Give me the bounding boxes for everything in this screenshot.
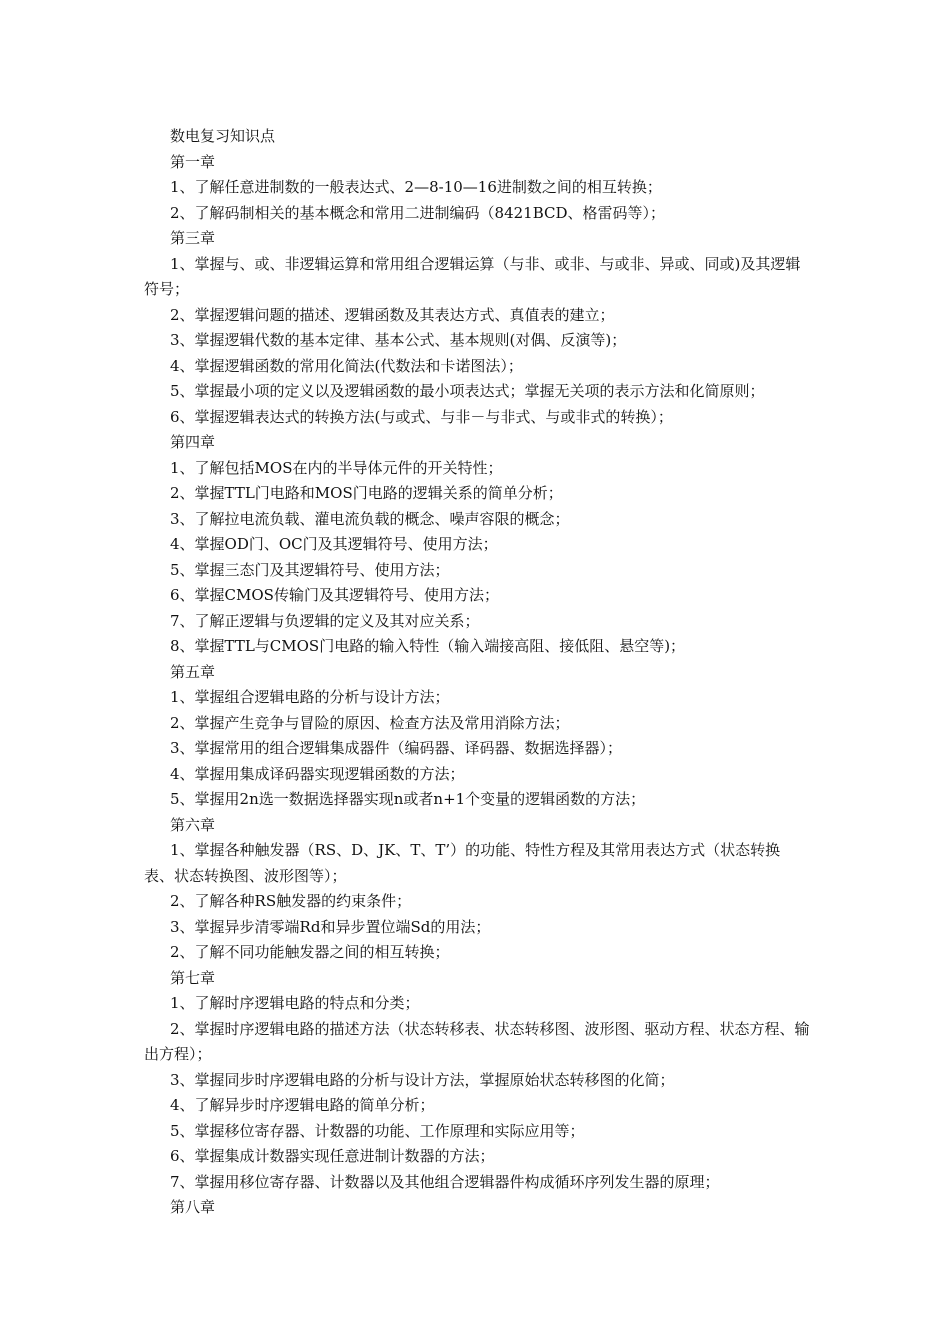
list-item: 1、掌握与、或、非逻辑运算和常用组合逻辑运算（与非、或非、与或非、异或、同或)及其逻辑符号； xyxy=(144,254,801,298)
chapter-heading: 第五章 xyxy=(170,662,216,681)
list-item: 2、了解不同功能触发器之间的相互转换； xyxy=(170,943,450,961)
list-item: 1、了解包括MOS在内的半导体元件的开关特性； xyxy=(170,458,503,477)
document-title: 数电复习知识点 xyxy=(170,127,276,145)
chapter-heading: 第四章 xyxy=(170,433,216,451)
list-item: 2、了解各种RS触发器的约束条件； xyxy=(170,892,412,910)
list-item: 5、掌握用2n选一数据选择器实现n或者n+1个变量的逻辑函数的方法； xyxy=(170,790,646,808)
list-item: 1、了解任意进制数的一般表达式、2—8-10—16进制数之间的相互转换； xyxy=(170,178,662,196)
list-item: 8、掌握TTL与CMOS门电路的输入特性（输入端接高阻、接低阻、悬空等)； xyxy=(170,637,686,655)
list-item: 1、掌握各种触发器（RS、D、JK、T、T’）的功能、特性方程及其常用表达方式（状态转换表、状态转换图、波形图等）； xyxy=(144,841,781,885)
chapter-heading: 第六章 xyxy=(170,815,216,834)
chapter-heading: 第七章 xyxy=(170,968,216,987)
list-item: 4、掌握逻辑函数的常用化简法(代数法和卡诺图法）； xyxy=(170,356,523,375)
list-item: 1、了解时序逻辑电路的特点和分类； xyxy=(170,994,420,1012)
chapter-heading: 第一章 xyxy=(170,152,216,171)
list-item: 7、掌握用移位寄存器、计数器以及其他组合逻辑器件构成循环序列发生器的原理； xyxy=(170,1172,720,1191)
list-item: 3、了解拉电流负载、灌电流负载的概念、噪声容限的概念； xyxy=(170,509,570,528)
chapter-heading: 第三章 xyxy=(170,229,216,247)
list-item: 4、掌握OD门、OC门及其逻辑符号、使用方法； xyxy=(170,535,498,553)
chapter-heading: 第八章 xyxy=(170,1198,216,1216)
list-item: 5、掌握移位寄存器、计数器的功能、工作原理和实际应用等； xyxy=(170,1121,585,1140)
list-item: 7、了解正逻辑与负逻辑的定义及其对应关系； xyxy=(170,611,480,630)
document-body xyxy=(144,124,810,1221)
list-item: 5、掌握最小项的定义以及逻辑函数的最小项表达式；掌握无关项的表示方法和化简原则； xyxy=(170,382,765,400)
list-item: 6、掌握CMOS传输门及其逻辑符号、使用方法； xyxy=(170,586,499,604)
list-item: 3、掌握常用的组合逻辑集成器件（编码器、译码器、数据选择器）； xyxy=(170,739,623,757)
list-item: 1、掌握组合逻辑电路的分析与设计方法； xyxy=(170,688,450,706)
list-item: 3、掌握逻辑代数的基本定律、基本公式、基本规则(对偶、反演等)； xyxy=(170,331,627,349)
list-item: 2、掌握时序逻辑电路的描述方法（状态转移表、状态转移图、波形图、驱动方程、状态方程、输出方程）； xyxy=(144,1019,810,1063)
list-item: 2、掌握逻辑问题的描述、逻辑函数及其表达方式、真值表的建立； xyxy=(170,305,615,324)
list-item: 3、掌握异步清零端Rd和异步置位端Sd的用法； xyxy=(170,917,491,936)
list-item: 2、了解码制相关的基本概念和常用二进制编码（8421BCD、格雷码等）； xyxy=(170,203,666,222)
list-item: 3、掌握同步时序逻辑电路的分析与设计方法，掌握原始状态转移图的化简； xyxy=(170,1070,675,1089)
list-item: 6、掌握逻辑表达式的转换方法(与或式、与非－与非式、与或非式的转换）； xyxy=(170,407,673,426)
list-item: 2、掌握TTL门电路和MOS门电路的逻辑关系的简单分析； xyxy=(170,484,563,502)
list-item: 4、掌握用集成译码器实现逻辑函数的方法； xyxy=(170,764,465,783)
list-item: 2、掌握产生竞争与冒险的原因、检查方法及常用消除方法； xyxy=(170,713,570,732)
list-item: 5、掌握三态门及其逻辑符号、使用方法； xyxy=(170,560,450,579)
list-item: 4、了解异步时序逻辑电路的简单分析； xyxy=(170,1096,435,1114)
list-item: 6、掌握集成计数器实现任意进制计数器的方法； xyxy=(170,1147,495,1165)
